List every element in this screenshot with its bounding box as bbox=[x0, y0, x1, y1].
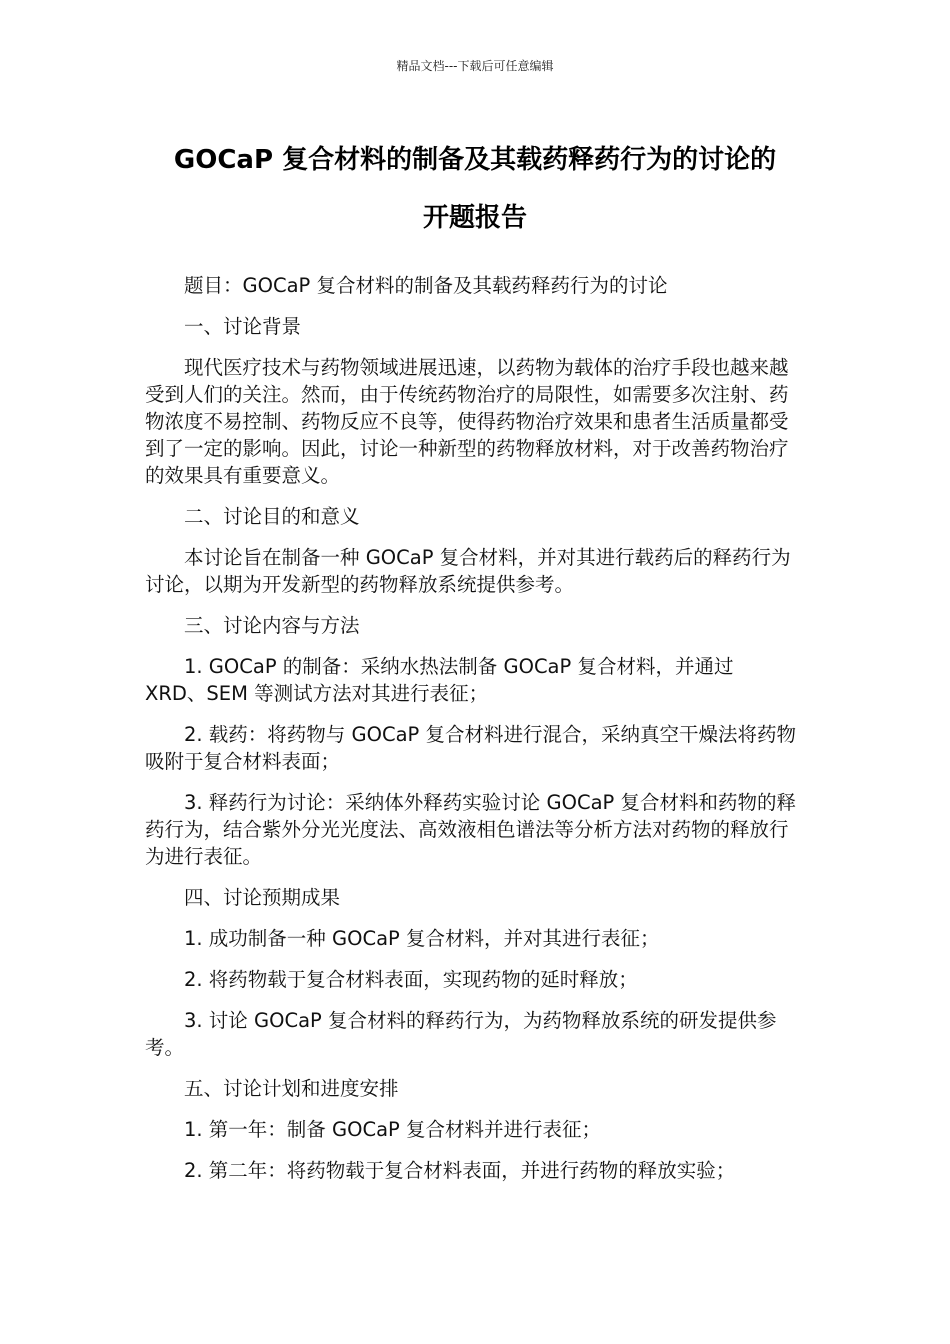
schedule-item-2: 2. 第二年：将药物载于复合材料表面，并进行药物的释放实验； bbox=[184, 1159, 736, 1182]
section-heading-purpose: 二、讨论目的和意义 bbox=[184, 505, 360, 528]
method-item-2: 2. 载药：将药物与 GOCaP 复合材料进行混合，采纳真空干燥法将药物吸附于复合材料表面； bbox=[145, 723, 796, 773]
purpose-paragraph: 本讨论旨在制备一种 GOCaP 复合材料，并对其进行载药后的释药行为讨论，以期为开发新型的药物释放系统提供参考。 bbox=[145, 546, 791, 596]
background-paragraph: 现代医疗技术与药物领域进展迅速，以药物为载体的治疗手段也越来越受到人们的关注。然而，由于传统药物治疗的局限性，如需要多次注射、药物浓度不易控制、药物反应不良等，使得药物治疗效果和患者生活质量都受到了一定的影响。因此，讨论一种新型的药物释放材料，对于改善药物治疗的效果具有重要意义。 bbox=[145, 356, 789, 487]
document-title-line-1: GOCaP 复合材料的制备及其载药释药行为的讨论的 bbox=[173, 145, 777, 175]
outcome-item-1: 1. 成功制备一种 GOCaP 复合材料，并对其进行表征； bbox=[184, 927, 660, 950]
document-title-line-2: 开题报告 bbox=[422, 203, 527, 233]
document-body bbox=[145, 272, 801, 1198]
section-heading-outcomes: 四、讨论预期成果 bbox=[184, 886, 341, 909]
outcome-item-2: 2. 将药物载于复合材料表面，实现药物的延时释放； bbox=[184, 968, 638, 991]
section-heading-schedule: 五、讨论计划和进度安排 bbox=[184, 1077, 399, 1100]
section-heading-methods: 三、讨论内容与方法 bbox=[184, 614, 360, 637]
outcome-item-3: 3. 讨论 GOCaP 复合材料的释药行为，为药物释放系统的研发提供参考。 bbox=[145, 1009, 777, 1059]
schedule-item-1: 1. 第一年：制备 GOCaP 复合材料并进行表征； bbox=[184, 1118, 601, 1141]
topic-line: 题目：GOCaP 复合材料的制备及其载药释药行为的讨论 bbox=[184, 274, 668, 297]
section-heading-background: 一、讨论背景 bbox=[184, 315, 302, 338]
method-item-3: 3. 释药行为讨论：采纳体外释药实验讨论 GOCaP 复合材料和药物的释药行为，结合紫外分光光度法、高效液相色谱法等分析方法对药物的释放行为进行表征。 bbox=[145, 791, 796, 868]
page-header-note: 精品文档---下载后可任意编辑 bbox=[396, 59, 554, 73]
method-item-1: 1. GOCaP 的制备：采纳水热法制备 GOCaP 复合材料，并通过 XRD、SEM 等测试方法对其进行表征； bbox=[145, 655, 734, 705]
